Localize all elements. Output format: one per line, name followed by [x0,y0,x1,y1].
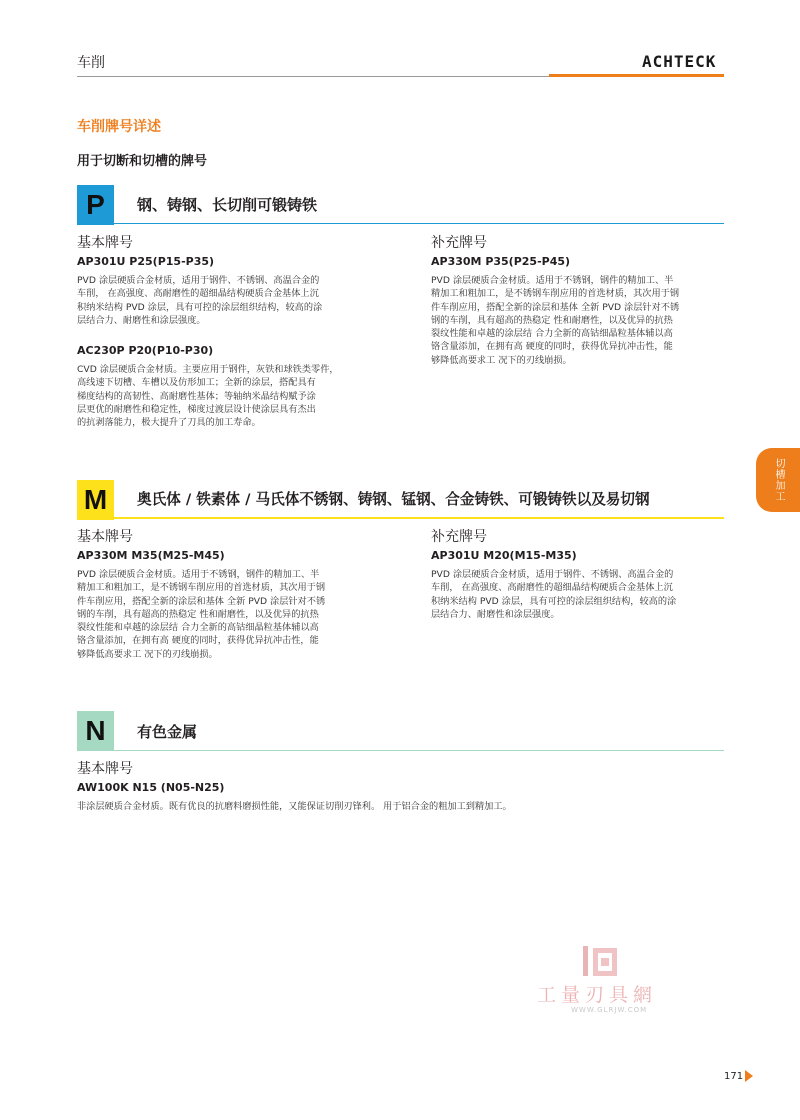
iso-n-badge: N [77,711,114,751]
n-band-rule [114,750,724,751]
m-grade-ap330m [77,549,377,661]
side-tab-label: 切槽加工 [773,458,784,502]
header-title: 车削 [77,55,105,71]
p-band-title: 钢、铸钢、长切削可锻铸铁 [137,196,318,214]
grade-description: CVD 涂层硬质合金材质。主要应用于钢件，灰铁和球铁类零件， 高线速下切槽、车槽以及仿形加工；全新的涂层，搭配具有 梯度结构的高韧性、高耐磨性基体；等轴纳米晶结构赋予涂 层更优的耐磨性和稳定性，梯度过渡层设计使涂层具有杰出 的抗剥落能力，极大提升了刀具的加工寿命。 [77,364,339,429]
section-title: 车削牌号详述 [77,119,161,135]
watermark-url: WWW.GLRJW.COM [571,1006,648,1014]
section-subtitle: 用于切断和切槽的牌号 [77,154,208,169]
n-grade-aw100k: AW100K N15 (N05-N25) [77,781,225,794]
grade-code: AP330M P35(P25-P45) [431,255,571,268]
page-number: 171 [724,1071,744,1082]
grade-code: AP301U M20(M15-M35) [431,549,577,562]
n-grade-description: 非涂层硬质合金材质。既有优良的抗磨料磨损性能，又能保证切削刃锋利。 用于铝合金的粗加工到精加工。 [77,801,512,812]
n-band-title: 有色金属 [137,723,198,741]
p-supplement-grade-heading: 补充牌号 [431,235,487,251]
grade-description: PVD 涂层硬质合金材质。适用于不锈钢，钢件的精加工、半 精加工和粗加工，是不锈钢车削应用的首选材质，其次用于钢 件车削应用，搭配全新的涂层和基体 全新 PVD 涂层针对不锈 钢的车削，具有超高的热稳定 性和耐磨性，以及优异的抗热 裂纹性能和卓越的涂层结 合力全新的高钴细晶粒基体辅以高 铬含量添加，在拥有高 硬度的同时，获得优异抗冲击性，能 够降低高要求工 况下的刃线崩损。 [77,569,326,660]
m-basic-grade-heading: 基本牌号 [77,529,133,545]
iso-m-badge: M [77,480,114,520]
m-supplement-grade-heading: 补充牌号 [431,529,487,545]
watermark-text: 工量刃具網 [537,984,658,1006]
watermark-logo-icon [581,944,621,980]
brand-logo: ACHTECK [642,52,717,71]
n-basic-grade-heading: 基本牌号 [77,761,133,777]
p-grade-ap330m [431,255,731,367]
header-accent-rule [549,74,724,77]
header-rule [77,76,549,77]
m-band-title: 奥氏体 / 铁素体 / 马氏体不锈钢、铸钢、锰钢、合金铸铁、可锻铸铁以及易切钢 [137,491,650,508]
m-band-rule [114,517,724,519]
grade-description: PVD 涂层硬质合金材质，适用于钢件、不锈钢、高温合金的 车削， 在高强度、高耐磨性的超细晶结构硬质合金基体上沉 积纳米结构 PVD 涂层，具有可控的涂层组织结构，较高的涂 层结合力、耐磨性和涂层强度。 [77,275,323,326]
grade-description: PVD 涂层硬质合金材质。适用于不锈钢，钢件的精加工、半 精加工和粗加工，是不锈钢车削应用的首选材质，其次用于钢 件车削应用，搭配全新的涂层和基体 全新 PVD 涂层针对不锈 钢的车削，具有超高的热稳定 性和耐磨性，以及优异的抗热 裂纹性能和卓越的涂层结 合力全新的高钴细晶粒基体辅以高 铬含量添加，在拥有高 硬度的同时，获得优异抗冲击性，能 够降低高要求工 况下的刃线崩损。 [431,275,680,366]
grade-description: PVD 涂层硬质合金材质，适用于钢件、不锈钢、高温合金的 车削， 在高强度、高耐磨性的超细晶结构硬质合金基体上沉 积纳米结构 PVD 涂层，具有可控的涂层组织结构，较高的涂 层结合力、耐磨性和涂层强度。 [431,569,677,620]
iso-p-badge: P [77,185,114,225]
side-tab-grooving[interactable] [756,448,800,512]
p-grade-ap301u [77,255,377,327]
grade-code: AC230P P20(P10-P30) [77,344,214,357]
next-page-arrow-icon[interactable] [745,1070,753,1082]
grade-code: AP301U P25(P15-P35) [77,255,215,268]
grade-code: AP330M M35(M25-M45) [77,549,225,562]
p-basic-grade-heading: 基本牌号 [77,235,133,251]
m-grade-ap301u [431,549,731,621]
p-band-rule [114,223,724,224]
p-grade-ac230p [77,344,377,429]
